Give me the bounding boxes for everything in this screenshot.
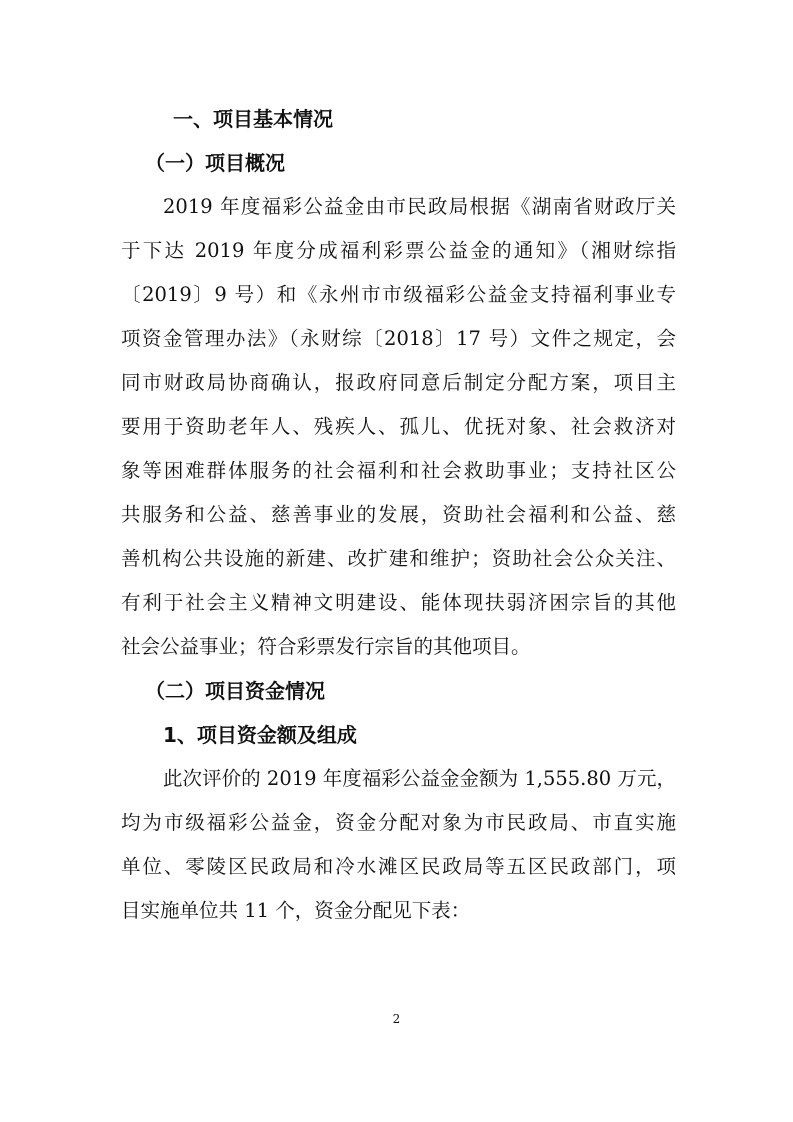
heading-funding-amount: 1、项目资金额及组成 <box>163 723 357 747</box>
heading-project-funding: （二）项目资金情况 <box>145 679 325 703</box>
text-line: 项资金管理办法》（永财综〔2018〕17 号）文件之规定，会 <box>121 327 676 350</box>
text-line: 2019 年度福彩公益金由市民政局根据《湖南省财政厅关 <box>163 195 676 218</box>
heading-basic-info: 一、项目基本情况 <box>173 107 333 131</box>
text-line: 此次评价的 2019 年度福彩公益金金额为 1,555.80 万元， <box>163 767 676 790</box>
heading-project-overview: （一）项目概况 <box>145 151 285 175</box>
text-line: 善机构公共设施的新建、改扩建和维护；资助社会公众关注、 <box>121 547 676 570</box>
text-line: 〔2019〕9 号）和《永州市市级福彩公益金支持福利事业专 <box>121 283 676 306</box>
paragraph-funding-amount <box>121 757 676 933</box>
text-line: 要用于资助老年人、残疾人、孤儿、优抚对象、社会救济对 <box>121 415 676 438</box>
text-line: 同市财政局协商确认，报政府同意后制定分配方案，项目主 <box>121 371 676 394</box>
text-line: 均为市级福彩公益金，资金分配对象为市民政局、市直实施 <box>121 811 676 834</box>
paragraph-project-overview <box>121 185 676 669</box>
text-line: 共服务和公益、慈善事业的发展，资助社会福利和公益、慈 <box>121 503 676 526</box>
text-line: 有利于社会主义精神文明建设、能体现扶弱济困宗旨的其他 <box>121 591 676 614</box>
text-line: 单位、零陵区民政局和冷水滩区民政局等五区民政部门，项 <box>121 855 676 878</box>
page-number: 2 <box>392 1012 401 1026</box>
text-line: 社会公益事业；符合彩票发行宗旨的其他项目。 <box>121 635 531 658</box>
text-line: 于下达 2019 年度分成福利彩票公益金的通知》（湘财综指 <box>121 239 676 262</box>
text-line: 象等困难群体服务的社会福利和社会救助事业；支持社区公 <box>121 459 676 482</box>
text-line: 目实施单位共 11 个，资金分配见下表： <box>121 899 471 922</box>
